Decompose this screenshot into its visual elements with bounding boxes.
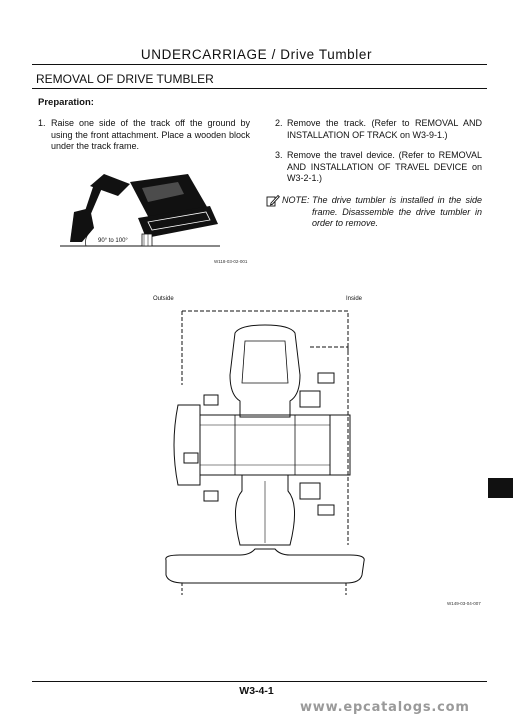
note-text: The drive tumbler is installed in the side frame. Disassemble the drive tumbler in order to remove. xyxy=(312,195,482,228)
section-rule xyxy=(32,88,487,89)
page-number: W3-4-1 xyxy=(239,685,274,697)
note-label: NOTE: xyxy=(282,195,310,205)
header-rule xyxy=(32,64,487,65)
drive-tumbler-cross-section xyxy=(160,305,370,600)
section-tab xyxy=(488,478,513,498)
step-number: 3. xyxy=(275,150,283,160)
excavator-lift-illustration xyxy=(60,172,220,257)
step-text: Raise one side of the track off the ground by using the front attachment. Place a wooden block under the track frame. xyxy=(51,118,250,151)
preparation-label: Preparation: xyxy=(38,97,94,108)
step-number: 1. xyxy=(38,118,46,128)
page-header: UNDERCARRIAGE / Drive Tumbler xyxy=(140,47,373,62)
note-block xyxy=(266,195,482,230)
figure-caption: W118-03-02-001 xyxy=(214,259,248,264)
step-1 xyxy=(38,118,250,153)
pencil-note-icon xyxy=(266,194,280,207)
figure-caption: W149-03-04-007 xyxy=(447,601,481,606)
step-2 xyxy=(275,118,482,141)
step-3 xyxy=(275,150,482,185)
step-text: Remove the travel device. (Refer to REMOVAL AND INSTALLATION OF TRAVEL DEVICE on W3-2-1.) xyxy=(287,150,482,183)
step-number: 2. xyxy=(275,118,283,128)
watermark: www.epcatalogs.com xyxy=(300,700,470,715)
outside-label: Outside xyxy=(153,296,174,302)
step-text: Remove the track. (Refer to REMOVAL AND INSTALLATION OF TRACK on W3-9-1.) xyxy=(287,118,482,140)
inside-label: Inside xyxy=(346,296,363,302)
angle-label: 90° to 100° xyxy=(98,238,128,244)
section-title: REMOVAL OF DRIVE TUMBLER xyxy=(36,72,214,86)
footer-rule xyxy=(32,681,487,682)
